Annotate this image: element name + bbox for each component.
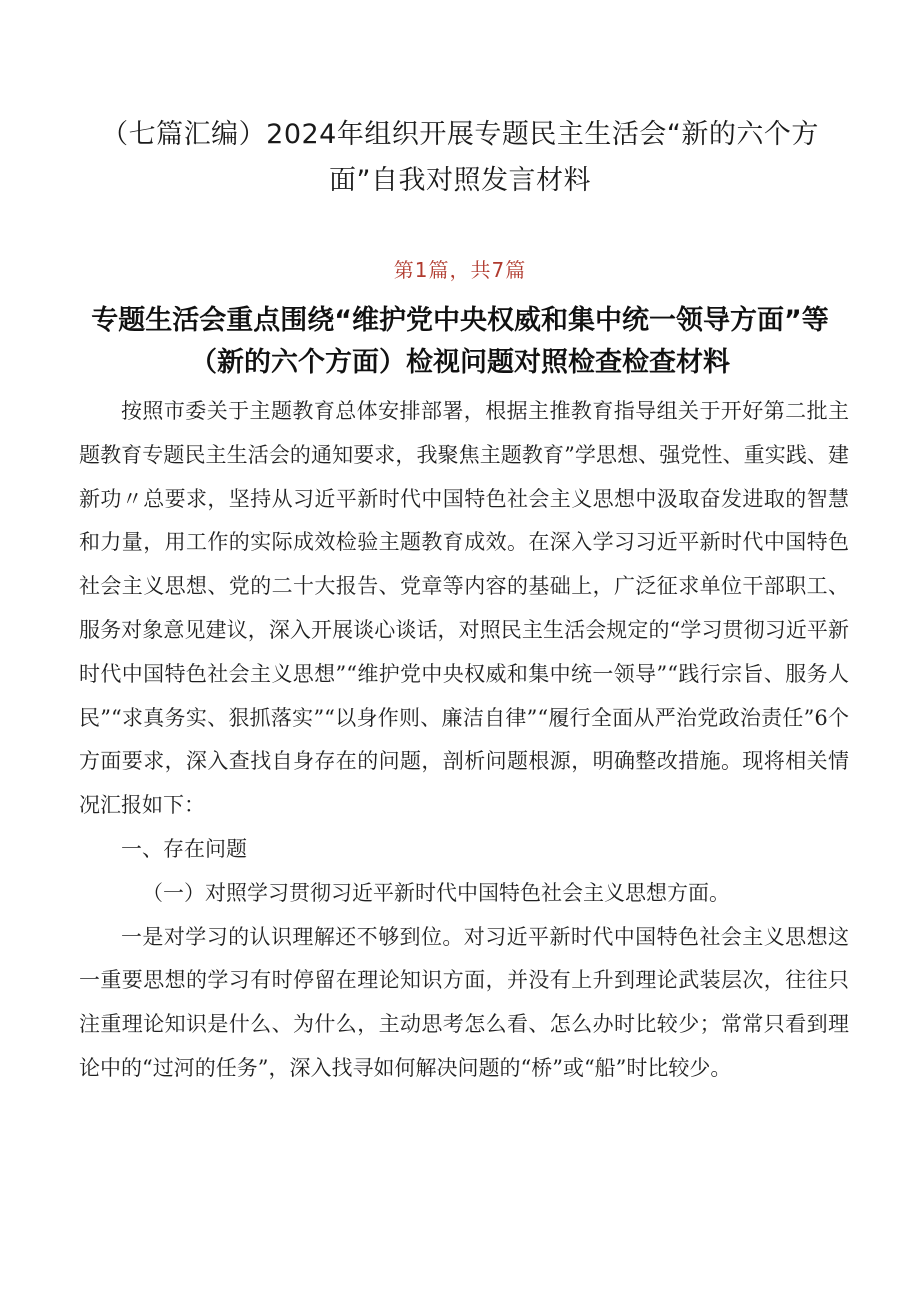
document-body	[79, 390, 849, 1091]
subheading-study-thought: （一）对照学习贯彻习近平新时代中国特色社会主义思想方面。	[142, 880, 730, 905]
section-counter: 第1篇，共7篇	[393, 258, 527, 282]
document-title: （七篇汇编）2024年组织开展专题民主生活会“新的六个方面”自我对照发言材料	[101, 119, 819, 196]
intro-paragraph: 按照市委关于主题教育总体安排部署，根据主推教育指导组关于开好第二批主题教育专题民主生活会的通知要求，我聚焦主题教育”学思想、强党性、重实践、建新功〃总要求，坚持从习近平新时代中国特色社会主义思想中汲取奋发进取的智慧和力量，用工作的实际成效检验主题教育成效。在深入学习习近平新时代中国特色社会主义思想、党的二十大报告、党章等内容的基础上，广泛征求单位干部职工、服务对象意见建议，深入开展谈心谈话，对照民主生活会规定的“学习贯彻习近平新时代中国特色社会主义思想”“维护党中央权威和集中统一领导”“践行宗旨、服务人民”“求真务实、狠抓落实”“以身作则、廉洁自律”“履行全面从严治党政治责任”6个方面要求，深入查找自身存在的问题，剖析问题根源，明确整改措施。现将相关情况汇报如下：	[79, 399, 849, 818]
heading-existing-problems: 一、存在问题	[121, 836, 247, 861]
section-title: 专题生活会重点围绕“维护党中央权威和集中统一领导方面”等（新的六个方面）检视问题对照检查检查材料	[91, 305, 829, 378]
point-paragraph: 一是对学习的认识理解还不够到位。对习近平新时代中国特色社会主义思想这一重要思想的学习有时停留在理论知识方面，并没有上升到理论武装层次，往往只注重理论知识是什么、为什么，主动思考怎么看、怎么办时比较少；常常只看到理论中的“过河的任务”，深入找寻如何解决问题的“桥”或“船”时比较少。	[79, 924, 849, 1080]
